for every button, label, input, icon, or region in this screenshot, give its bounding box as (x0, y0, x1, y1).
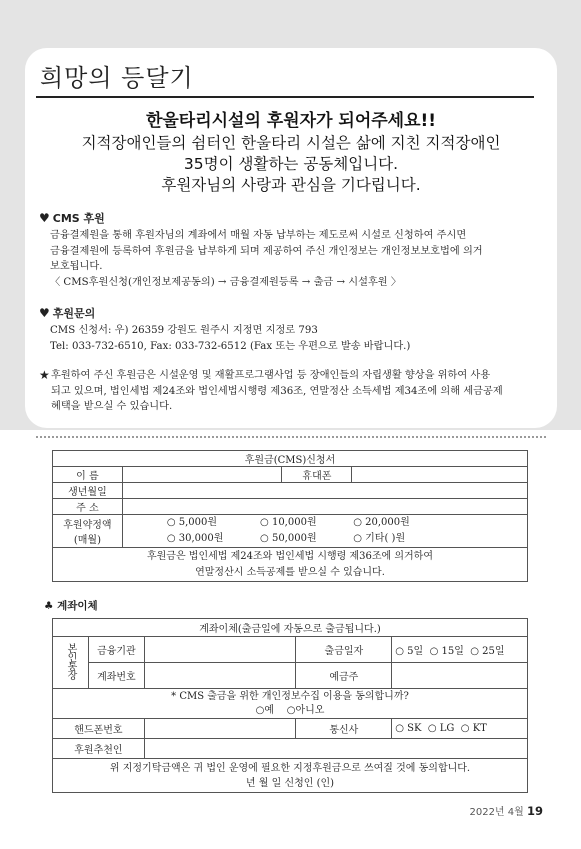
option-label: 25일 (482, 646, 505, 657)
notice-line: 후원하여 주신 후원금은 시설운영 및 재활프로그램사업 등 장애인들의 자립생활 향상을 위하여 사용 (51, 370, 491, 381)
cms-body-line: 보호됩니다. (50, 261, 103, 272)
date-label: 출금일자 (296, 637, 392, 663)
account-number-field[interactable] (144, 663, 296, 689)
radio-icon: ○ (460, 723, 470, 734)
carrier-option-sk[interactable] (395, 723, 421, 734)
cms-application-form (52, 450, 528, 582)
option-label: 15일 (441, 646, 464, 657)
recommender-label: 후원추천인 (53, 739, 145, 759)
headline-line-4: 후원자님의 사랑과 관심을 기다립니다. (161, 176, 421, 194)
birth-label: 생년월일 (53, 483, 123, 499)
carrier-options (392, 719, 528, 739)
name-field[interactable] (122, 467, 282, 483)
date-option-25[interactable] (470, 646, 504, 657)
radio-icon: ○ (255, 704, 265, 716)
phone-field[interactable] (144, 719, 296, 739)
section-title: 희망의 등달기 (40, 64, 194, 92)
date-options (392, 637, 528, 663)
option-label: 아니오 (295, 704, 325, 716)
inquiry-phone: Tel: 033-732-6510, Fax: 033-732-6512 (Fax 또는 우편으로 발송 바랍니다.) (50, 340, 411, 352)
cut-line (36, 436, 546, 438)
address-label: 주 소 (53, 499, 123, 515)
cms-body-line: 금융결제원을 통해 후원자님의 계좌에서 매월 자동 납부하는 제도로써 시설로 신청하여 주시면 (50, 230, 467, 241)
transfer-heading (44, 598, 98, 613)
amount-label (53, 515, 123, 548)
amount-label-main: 후원약정액 (63, 520, 112, 531)
consent-question: * CMS 출금을 위한 개인정보수집 이용을 동의합니까? (171, 690, 409, 702)
option-label: LG (439, 723, 455, 734)
radio-icon: ○ (470, 646, 479, 657)
option-label: SK (407, 723, 422, 734)
inquiry-body (39, 323, 549, 354)
amount-options (122, 515, 527, 548)
page-number: 19 (526, 804, 543, 818)
mobile-label: 휴대폰 (282, 467, 352, 483)
heart-icon: ♥ (39, 306, 50, 320)
carrier-option-lg[interactable] (428, 723, 455, 734)
inquiry-title: 후원문의 (52, 307, 96, 320)
radio-icon: ○ (286, 704, 296, 716)
option-label: 기타( )원 (365, 533, 406, 544)
tax-notice (39, 368, 549, 415)
option-label: KT (472, 723, 487, 734)
option-label: 30,000원 (178, 533, 224, 544)
amount-option-other[interactable] (353, 531, 443, 547)
option-label: 20,000원 (365, 517, 410, 528)
bank-label: 금융기관 (88, 637, 144, 663)
option-label: 50,000원 (271, 533, 317, 544)
inquiry-section (39, 305, 549, 354)
pledge-line: 위 지정기탁금액은 귀 법인 운영에 필요한 지정후원금으로 쓰여질 것에 동의합니다. (109, 762, 471, 774)
radio-icon: ○ (427, 723, 437, 734)
radio-icon: ○ (353, 533, 362, 544)
star-icon: ★ (39, 368, 50, 382)
tax-deduction-note (53, 548, 528, 582)
account-number-label: 계좌번호 (88, 663, 144, 689)
bank-field[interactable] (144, 637, 296, 663)
phone-label: 핸드폰번호 (53, 719, 145, 739)
headline-line-2: 지적장애인들의 쉼터인 한울타리 시설은 삶에 지친 지적장애인 (81, 134, 501, 152)
tax-note-line: 후원금은 법인세법 제24조와 법인세법 시행령 제36조에 의거하여 (146, 550, 434, 562)
radio-icon: ○ (166, 517, 176, 528)
amount-option-20000[interactable] (353, 515, 443, 531)
mobile-field[interactable] (352, 467, 528, 483)
issue-date: 2022년 4월 (469, 807, 524, 818)
owner-account-text: 본인통장 (64, 643, 76, 679)
amount-option-5000[interactable] (167, 515, 257, 531)
transfer-heading-label: 계좌이체 (57, 600, 98, 612)
carrier-label: 통신사 (296, 719, 392, 739)
date-option-5[interactable] (395, 646, 423, 657)
radio-icon: ○ (260, 533, 269, 544)
notice-line: 되고 있으며, 법인세법 제24조와 법인세법시행령 제36조, 연말정산 소득세법 제34조에 의해 세금공제 (51, 385, 503, 397)
radio-icon: ○ (166, 533, 176, 544)
address-field[interactable] (122, 499, 527, 515)
cms-heading (39, 210, 549, 226)
cms-body (39, 228, 549, 290)
pledge-statement (53, 759, 528, 793)
headline-line-3: 35명이 생활하는 공동체입니다. (183, 155, 399, 173)
radio-icon: ○ (395, 646, 404, 657)
option-label: 10,000원 (271, 517, 317, 528)
option-label: 5일 (407, 646, 424, 657)
recommender-field[interactable] (144, 739, 527, 759)
radio-icon: ○ (395, 723, 404, 734)
consent-yes-option[interactable] (256, 705, 274, 716)
tax-note-line: 연말정산시 소득공제를 받으실 수 있습니다. (195, 566, 385, 578)
title-divider (36, 96, 534, 98)
heart-icon: ♥ (39, 211, 50, 225)
option-label: 예 (264, 704, 274, 716)
amount-label-sub: (매월) (73, 535, 101, 546)
privacy-consent (53, 689, 528, 719)
date-option-15[interactable] (430, 646, 464, 657)
option-label: 5,000원 (178, 517, 218, 528)
name-label: 이 름 (53, 467, 123, 483)
radio-icon: ○ (429, 646, 439, 657)
birth-field[interactable] (122, 483, 527, 499)
cms-body-line: 금융결제원에 등록하여 후원금을 납부하게 되며 제공하여 주신 개인정보는 개인정보보호법에 의거 (50, 245, 483, 257)
club-icon: ♣ (44, 600, 54, 612)
carrier-option-kt[interactable] (461, 723, 487, 734)
radio-icon: ○ (260, 517, 269, 528)
signature-line: 년 월 일 신청인 (인) (245, 777, 335, 789)
page-footer (469, 803, 543, 818)
account-transfer-form (52, 618, 528, 793)
holder-field[interactable] (392, 663, 528, 689)
radio-icon: ○ (353, 517, 362, 528)
inquiry-address: CMS 신청서: 우) 26359 강원도 원주시 지정면 지정로 793 (50, 325, 318, 336)
amount-option-50000[interactable] (260, 531, 350, 547)
cms-title: CMS 후원 (52, 212, 105, 225)
cms-process-flow: 〈 CMS후원신청(개인정보제공동의) → 금융결제원등록 → 출금 → 시설후원 〉 (50, 276, 402, 288)
amount-option-30000[interactable] (167, 531, 257, 547)
notice-line: 혜택을 받으실 수 있습니다. (51, 401, 173, 412)
holder-label: 예금주 (296, 663, 392, 689)
form-title: 후원금(CMS)신청서 (53, 451, 528, 467)
cms-section (39, 210, 549, 290)
consent-no-option[interactable] (287, 705, 325, 716)
inquiry-heading (39, 305, 549, 321)
owner-account-label (53, 637, 89, 689)
headline-main: 한울타리시설의 후원자가 되어주세요!! (145, 111, 437, 131)
transfer-title: 계좌이체(출금일에 자동으로 출금됩니다.) (53, 619, 528, 637)
amount-option-10000[interactable] (260, 515, 350, 531)
